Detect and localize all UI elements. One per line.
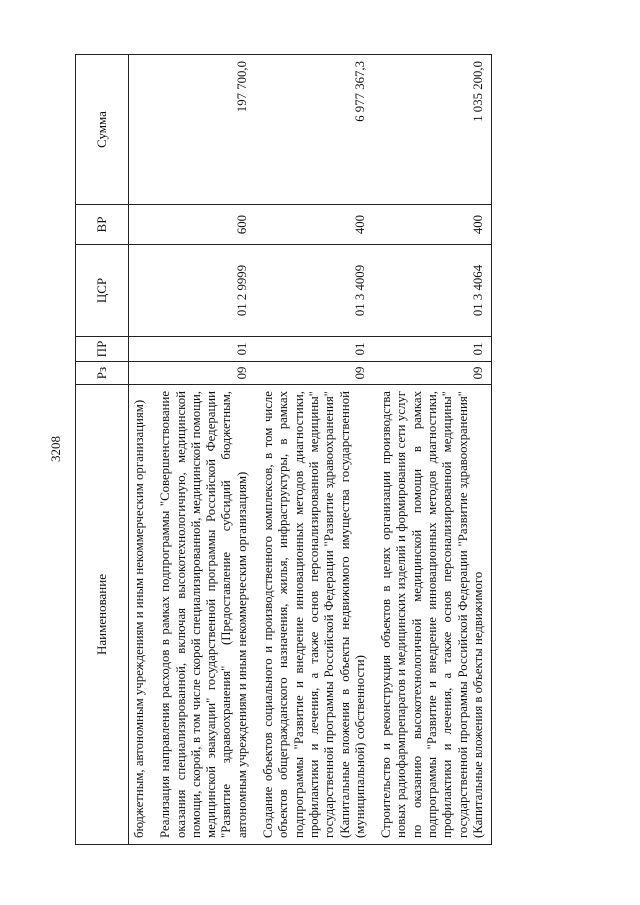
row-sum [129, 55, 153, 205]
row-name: бюджетным, автономным учреждениям и иным некоммерческим организациям) [129, 385, 153, 845]
row-vr: 400 [255, 205, 373, 245]
row-sum: 1 035 200,0 [373, 55, 492, 205]
row-vr: 600 [152, 205, 255, 245]
header-sum: Сумма [76, 55, 129, 205]
row-pr: 01 [152, 337, 255, 362]
row-vr: 400 [373, 205, 492, 245]
header-pr: ПР [76, 337, 129, 362]
header-name: Наименование [76, 385, 129, 845]
row-sum: 6 977 367,3 [255, 55, 373, 205]
row-csr [129, 245, 153, 337]
row-rz: 09 [255, 362, 373, 385]
row-csr: 01 3 4009 [255, 245, 373, 337]
row-name: Строительство и реконструкция объектов в целях организации производства новых радиофармпрепаратов и медицинских изделий и формирования сети услуг по оказанию высокотехнологичной медицинской помощи в рамках подпрограммы "Развитие и внедрение инновационных методов диагностики, профилактики и лечения, а также основ персонализированной медицины" государственной программы Российской Федерации "Развитие здравоохранения" (Капитальные вложения в объекты недвижимого [373, 385, 492, 845]
table-row [373, 55, 492, 845]
row-rz: 09 [152, 362, 255, 385]
row-sum: 197 700,0 [152, 55, 255, 205]
budget-table [75, 54, 492, 845]
header-vr: ВР [76, 205, 129, 245]
row-name: Создание объектов социального и производственного комплексов, в том числе объектов общегражданского назначения, жилья, инфраструктуры, в рамках подпрограммы "Развитие и внедрение инновационных методов диагностики, профилактики и лечения, а также основ персонализированной медицины" государственной программы Российской Федерации "Развитие здравоохранения" (Капитальные вложения в объекты недвижимого имущества государственной (муниципальной) собственности) [255, 385, 373, 845]
row-csr: 01 2 9999 [152, 245, 255, 337]
row-vr [129, 205, 153, 245]
row-pr: 01 [255, 337, 373, 362]
row-pr [129, 337, 153, 362]
table-row [129, 55, 153, 845]
page-number: 3208 [48, 436, 63, 462]
table-row [152, 55, 255, 845]
row-name: Реализация направления расходов в рамках подпрограммы "Совершенствование оказания специализированной, включая высокотехнологичную, медицинской помощи, скорой, в том числе скорой специализированной, медицинской помощи, медицинской эвакуации" государственной программы Российской Федерации "Развитие здравоохранения" (Предоставление субсидий бюджетным, автономным учреждениям и иным некоммерческим организациям) [152, 385, 255, 845]
header-rz: Рз [76, 362, 129, 385]
row-rz [129, 362, 153, 385]
row-csr: 01 3 4064 [373, 245, 492, 337]
budget-table-sheet [75, 55, 605, 845]
header-csr: ЦСР [76, 245, 129, 337]
row-pr: 01 [373, 337, 492, 362]
table-row [255, 55, 373, 845]
row-rz: 09 [373, 362, 492, 385]
table-header [76, 55, 129, 845]
